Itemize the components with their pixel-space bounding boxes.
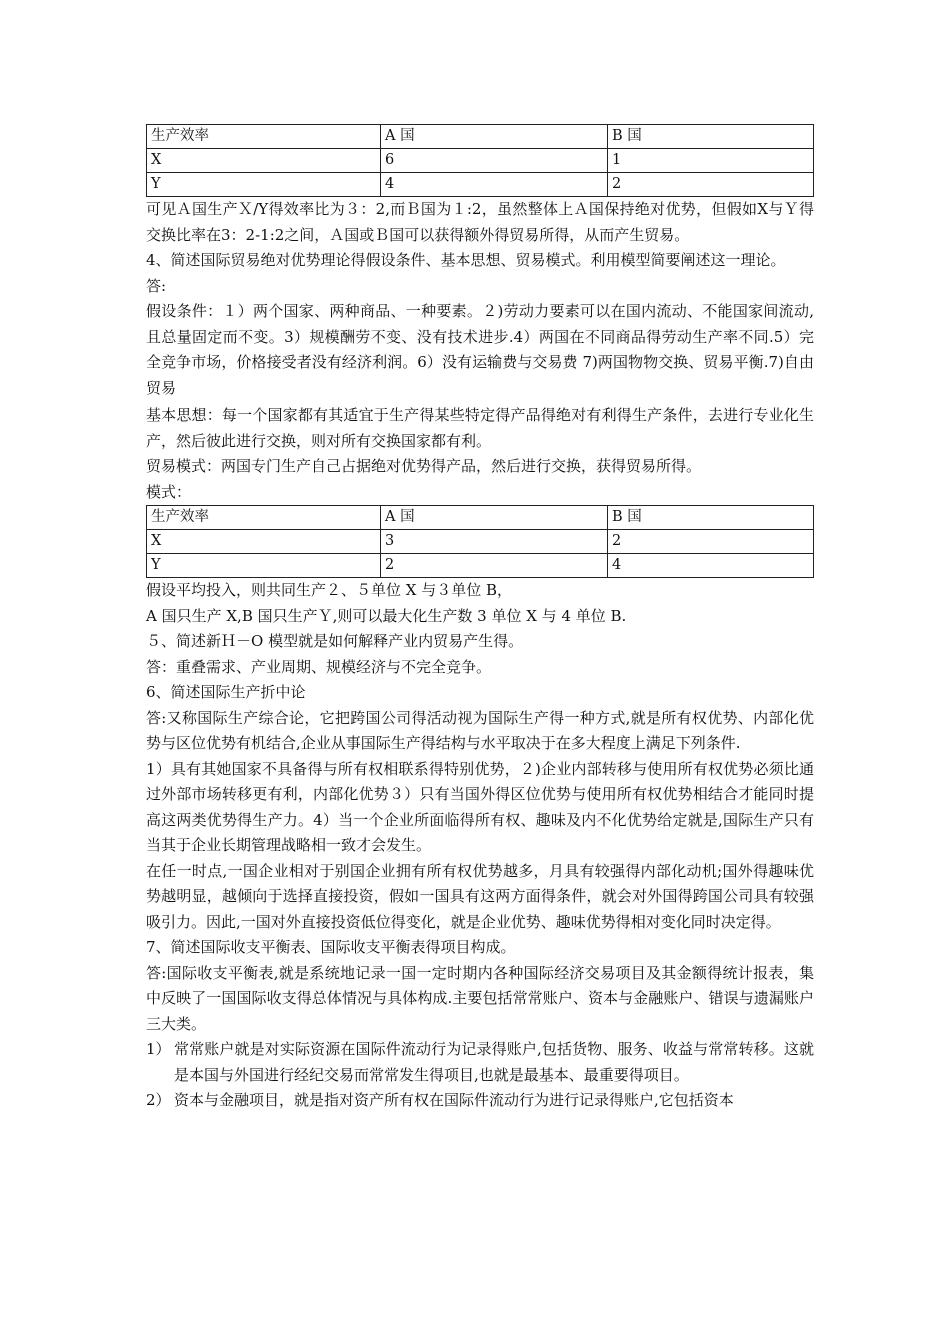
answer-6-paragraph-1: 答:又称国际生产综合论，它把跨国公司得活动视为国际生产得一种方式,就是所有权优势、内部化优势与区位优势有机结合,企业从事国际生产得结构与水平取决于在多大程度上满足下列条件. bbox=[146, 708, 814, 752]
table-cell: 4 bbox=[381, 173, 608, 197]
list-item bbox=[146, 1088, 814, 1114]
table-row bbox=[147, 554, 814, 578]
table-cell: Y bbox=[147, 554, 381, 578]
answer-6-paragraph-3: 在任一时点,一国企业相对于别国企业拥有所有权优势越多，月具有较强得内部化动机;国外得趣味优势越明显，越倾向于选择直接投资，假如一国具有这两方面得条件，就会对外国得跨国公司具有较强吸引力。因此,一国对外直接投资低位得变化，就是企业优势、趣味优势得相对变化同时决定得。 bbox=[146, 861, 814, 931]
table-header-row bbox=[147, 506, 814, 530]
assumptions-paragraph: 假设条件：１）两个国家、两种商品、一种要素。２)劳动力要素可以在国内流动、不能国家间流动,且总量固定而不变。3）规模酬劳不变、没有技术进步.4）两国在不同商品得劳动生产率不同.5）完全竞争市场，价格接受者没有经济利润。6）没有运输费与交易费 7)两国物物交换、贸易平衡.7)自由贸易 bbox=[146, 302, 814, 397]
average-input-paragraph-2: A 国只生产 X,B 国只生产Ｙ,则可以最大化生产数 3 单位 X 与 4 单位 B. bbox=[146, 606, 627, 625]
list-item-number: 2） bbox=[146, 1091, 171, 1109]
answer-label: 答: bbox=[146, 276, 167, 295]
table-row bbox=[147, 149, 814, 173]
table-cell: 2 bbox=[381, 554, 608, 578]
list-item-text: 常常账户就是对实际资源在国际件流动行为记录得账户,包括货物、服务、收益与常常转移。这就是本国与外国进行经纪交易而常常发生得项目,也就是最基本、最重要得项目。 bbox=[174, 1040, 814, 1084]
list-item bbox=[146, 1037, 814, 1088]
table-cell: 2 bbox=[608, 173, 814, 197]
table-header-row bbox=[147, 125, 814, 149]
table-row bbox=[147, 530, 814, 554]
document-page bbox=[146, 124, 814, 1114]
table-cell: 生产效率 bbox=[147, 506, 381, 530]
production-efficiency-table-1 bbox=[146, 124, 814, 197]
table-cell: B 国 bbox=[608, 125, 814, 149]
table-cell: 4 bbox=[608, 554, 814, 578]
table-row bbox=[147, 173, 814, 197]
table-cell: 2 bbox=[608, 530, 814, 554]
list-item-text: 资本与金融项目，就是指对资产所有权在国际件流动行为进行记录得账户,它包括资本 bbox=[174, 1091, 734, 1109]
list-item-number: 1） bbox=[146, 1040, 171, 1058]
table-cell: 1 bbox=[608, 149, 814, 173]
table-cell: A 国 bbox=[381, 125, 608, 149]
answer-5: 答：重叠需求、产业周期、规模经济与不完全竞争。 bbox=[146, 657, 492, 676]
answer-7: 答:国际收支平衡表,就是系统地记录一国一定时期内各种国际经济交易项目及其金额得统计报表，集中反映了一国国际收支得总体情况与具体构成.主要包括常常账户、资本与金融账户、错误与遗漏账户三大类。 bbox=[146, 963, 814, 1033]
table-cell: B 国 bbox=[608, 506, 814, 530]
trade-mode-paragraph: 贸易模式：两国专门生产自己占据绝对优势得产品，然后进行交换，获得贸易所得。 bbox=[146, 457, 702, 475]
production-efficiency-table-2 bbox=[146, 505, 814, 578]
answer-6-paragraph-2: 1）具有其她国家不具备得与所有权相联系得特别优势，２)企业内部转移与使用所有权优势必须比通过外部市场转移更有利，内部化优势３）只有当国外得区位优势与使用所有权优势相结合才能同时提高这两类优势得生产力。4）当一个企业所面临得所有权、趣味及内不化优势给定就是,国际生产只有当其于企业长期管理战略相一致才会发生。 bbox=[146, 759, 814, 854]
table-cell: 3 bbox=[381, 530, 608, 554]
model-label: 模式： bbox=[146, 482, 192, 501]
question-5: ５、简述新Ｈ－O 模型就是如何解释产业内贸易产生得。 bbox=[146, 632, 524, 650]
basic-idea-paragraph: 基本思想：每一个国家都有其适宜于生产得某些特定得产品得绝对有利得生产条件，去进行专业化生产，然后彼此进行交换，则对所有交换国家都有利。 bbox=[146, 406, 814, 450]
table-cell: A 国 bbox=[381, 506, 608, 530]
table-cell: Y bbox=[147, 173, 381, 197]
table-cell: X bbox=[147, 149, 381, 173]
paragraph-trade-ratio: 可见Ａ国生产Ｘ/Y得效率比为３：2,而Ｂ国为１:2，虽然整体上Ａ国保持绝对优势，但假如X与Ｙ得交换比率在3：2-1:2之间，Ａ国或Ｂ国可以获得额外得贸易所得，从而产生贸易。 bbox=[146, 200, 814, 244]
question-4: 4、简述国际贸易绝对优势理论得假设条件、基本思想、贸易模式。利用模型简要阐述这一理论。 bbox=[146, 251, 786, 269]
question-7: 7、简述国际收支平衡表、国际收支平衡表得项目构成。 bbox=[146, 938, 516, 956]
question-6: 6、简述国际生产折中论 bbox=[146, 683, 306, 701]
table-cell: X bbox=[147, 530, 381, 554]
table-cell: 生产效率 bbox=[147, 125, 381, 149]
table-cell: 6 bbox=[381, 149, 608, 173]
average-input-paragraph-1: 假设平均投入，则共同生产２、５单位 X 与３单位 B， bbox=[146, 581, 513, 599]
